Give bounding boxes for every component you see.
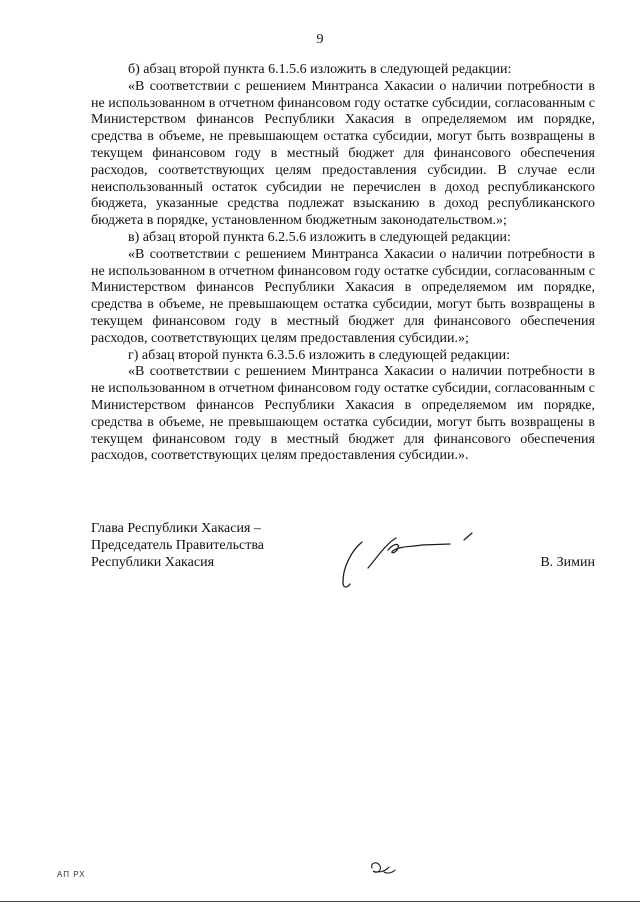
signatory-title-line: Глава Республики Хакасия –	[91, 521, 261, 536]
signatory-name: В. Зимин	[540, 554, 595, 570]
signatory-title-line: Республики Хакасия	[91, 554, 215, 570]
amendment-b-text: «В соответствии с решением Минтранса Хакасии о наличии потребности в не использованном в отчетном финансовом году остатке субсидии, согласованным с Министерством финансов Республики Хакасия в определяемом им порядке, средства в объеме, не превышающем остатка субсидии, могут быть возвращены в текущем финансовом году в местный бюджет для финансового обеспечения расходов, соответствующих целям предоставления субсидии. В случае если неиспользованный остаток субсидии не перечислен в доход республиканского бюджета, указанные средства подлежат взысканию в доход республиканского бюджета в порядке, установленном бюджетным законодательством.»;	[91, 78, 595, 229]
amendment-v-text: «В соответствии с решением Минтранса Хакасии о наличии потребности в не использованном в отчетном финансовом году остатке субсидии, согласованным с Министерством финансов Республики Хакасия в определяемом им порядке, средства в объеме, не превышающем остатка субсидии, могут быть возвращены в текущем финансовом году в местный бюджет для финансового обеспечения расходов, соответствующих целям предоставления субсидии.»;	[91, 246, 595, 346]
document-body	[91, 62, 595, 465]
amendment-v-heading: в) абзац второй пункта 6.2.5.6 изложить в следующей редакции:	[128, 229, 511, 245]
footer-code: АП РХ	[57, 870, 86, 879]
amendment-b-heading: б) абзац второй пункта 6.1.5.6 изложить в следующей редакции:	[128, 62, 512, 77]
initials-mark	[368, 858, 398, 878]
amendment-g-text: «В соответствии с решением Минтранса Хакасии о наличии потребности в не использованном в отчетном финансовом году остатке субсидии, согласованным с Министерством финансов Республики Хакасия в определяемом им порядке, средства в объеме, не превышающем остатка субсидии, могут быть возвращены в текущем финансовом году в местный бюджет для финансового обеспечения расходов, соответствующих целям предоставления субсидии.».	[91, 364, 595, 464]
signatory-title-line: Председатель Правительства	[91, 537, 264, 553]
page-bottom-edge	[0, 901, 640, 902]
amendment-g-heading: г) абзац второй пункта 6.3.5.6 изложить в следующей редакции:	[128, 347, 511, 363]
signatory-title	[91, 521, 264, 571]
page-number: 9	[316, 32, 324, 47]
handwritten-signature	[338, 528, 478, 592]
